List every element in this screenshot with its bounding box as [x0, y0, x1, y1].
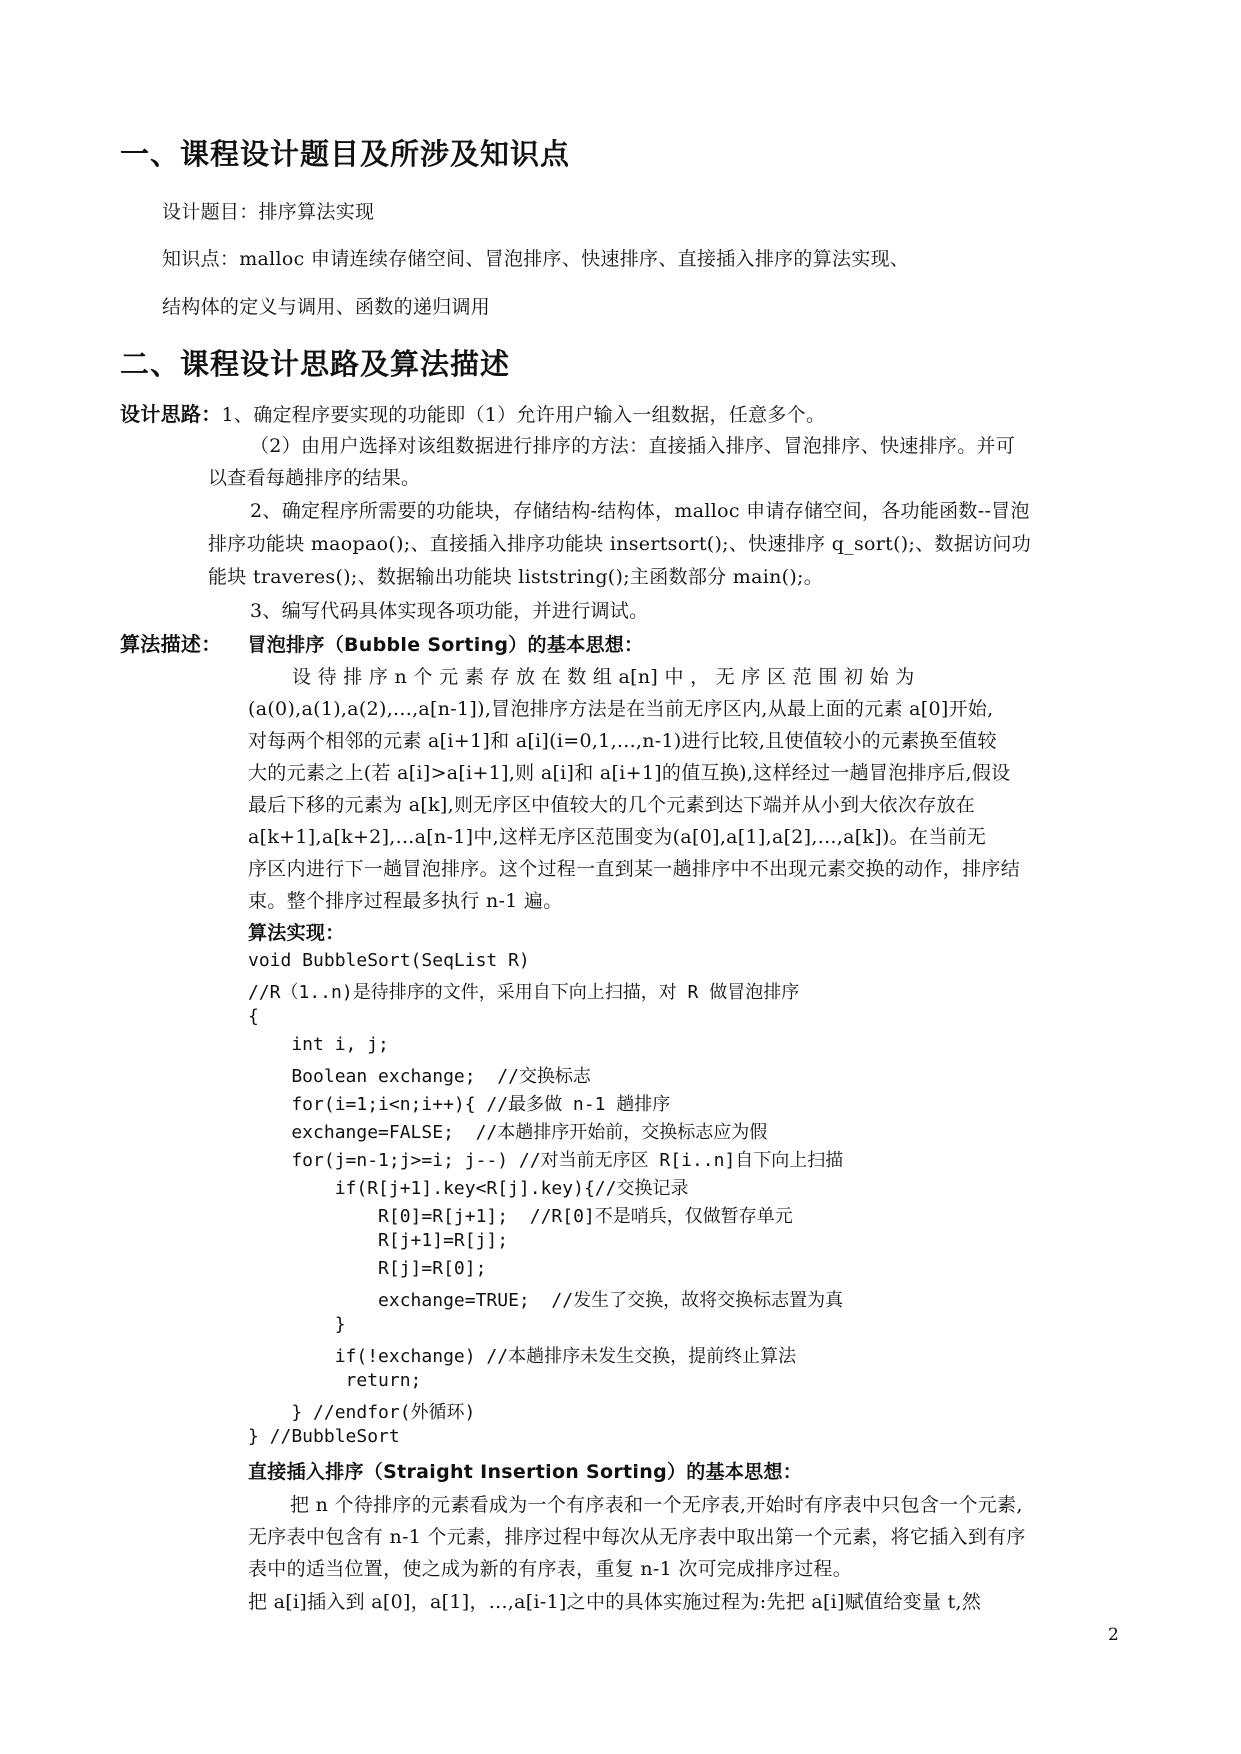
design-line-3: 以查看每趟排序的结果。: [208, 467, 421, 489]
bubble-paragraph-line-3: 对每两个相邻的元素 a[i+1]和 a[i](i=0,1,...,n-1)进行比较,且使值较小的元素换至值较: [248, 730, 997, 752]
bubble-paragraph-line-2: (a(0),a(1),a(2),...,a[n-1]),冒泡排序方法是在当前无序区内,从最上面的元素 a[0]开始,: [248, 698, 994, 720]
code-line: R[j]=R[0];: [248, 1258, 487, 1279]
code-line: for(j=n-1;j>=i; j--) //对当前无序区 R[i..n]自下向上扫描: [248, 1150, 844, 1171]
design-line-5: 排序功能块 maopao();、直接插入排序功能块 insertsort();、快速排序 q_sort();、数据访问功: [208, 533, 1032, 555]
design-line-2: （2）由用户选择对该组数据进行排序的方法：直接插入排序、冒泡排序、快速排序。并可: [250, 435, 1016, 457]
code-line: int i, j;: [248, 1034, 389, 1055]
bubble-paragraph-line-6: a[k+1],a[k+2],...a[n-1]中,这样无序区范围变为(a[0],a[1],a[2],...,a[k])。在当前无: [248, 826, 987, 848]
bubble-sort-heading: 冒泡排序（Bubble Sorting）的基本思想：: [247, 634, 644, 656]
bubble-paragraph-line-8: 束。整个排序过程最多执行 n-1 遍。: [248, 890, 563, 912]
code-line: for(i=1;i<n;i++){ //最多做 n-1 趟排序: [248, 1094, 671, 1115]
bubble-paragraph-line-5: 最后下移的元素为 a[k],则无序区中值较大的几个元素到达下端并从小到大依次存放在: [248, 794, 976, 816]
code-line: }: [248, 1314, 346, 1335]
insertion-paragraph-line-2: 无序表中包含有 n-1 个元素，排序过程中每次从无序表中取出第一个元素，将它插入到有序: [248, 1526, 1026, 1548]
knowledge-points-line-2: 结构体的定义与调用、函数的递归调用: [162, 296, 491, 318]
section-2-heading: 二、课程设计思路及算法描述: [120, 347, 511, 381]
code-line: if(R[j+1].key<R[j].key){//交换记录: [248, 1178, 689, 1199]
design-line-4: 2、确定程序所需要的功能块，存储结构-结构体，malloc 申请存储空间，各功能函数--冒泡: [250, 500, 1030, 522]
code-line: return;: [248, 1370, 422, 1391]
algorithm-description-first-line: [120, 628, 643, 657]
code-line: } //BubbleSort: [248, 1426, 400, 1447]
code-line: Boolean exchange; //交换标志: [248, 1066, 591, 1087]
design-approach-label: 设计思路：: [120, 402, 222, 426]
insertion-paragraph-line-4: 把 a[i]插入到 a[0]，a[1]，...,a[i-1]之中的具体实施过程为:先把 a[i]赋值给变量 t,然: [248, 1591, 982, 1613]
bubble-paragraph-line-7: 序区内进行下一趟冒泡排序。这个过程一直到某一趟排序中不出现元素交换的动作，排序结: [248, 858, 1021, 880]
design-line-7: 3、编写代码具体实现各项功能，并进行调试。: [250, 600, 649, 622]
bubble-paragraph-line-1: 设 待 排 序 n 个 元 素 存 放 在 数 组 a[n] 中 ， 无 序 区 范 围 初 始 为: [292, 666, 915, 688]
code-line: {: [248, 1006, 259, 1027]
code-line: void BubbleSort(SeqList R): [248, 950, 530, 971]
code-line: R[0]=R[j+1]; //R[0]不是哨兵，仅做暂存单元: [248, 1206, 793, 1227]
insertion-paragraph-line-3: 表中的适当位置，使之成为新的有序表，重复 n-1 次可完成排序过程。: [248, 1558, 853, 1580]
algorithm-description-label: 算法描述：: [120, 632, 222, 656]
bubble-paragraph-line-4: 大的元素之上(若 a[i]>a[i+1],则 a[i]和 a[i+1]的值互换),这样经过一趟冒泡排序后,假设: [248, 762, 1011, 784]
code-line: exchange=TRUE; //发生了交换，故将交换标志置为真: [248, 1290, 844, 1311]
code-line: exchange=FALSE; //本趟排序开始前，交换标志应为假: [248, 1122, 768, 1143]
insertion-paragraph-line-1: 把 n 个待排序的元素看成为一个有序表和一个无序表,开始时有序表中只包含一个元素,: [290, 1494, 1023, 1516]
code-line: R[j+1]=R[j];: [248, 1230, 509, 1251]
page-number: 2: [1108, 1625, 1119, 1645]
section-1-heading: 一、课程设计题目及所涉及知识点: [120, 137, 571, 171]
design-line-6: 能块 traveres();、数据输出功能块 liststring();主函数部分 main();。: [208, 566, 824, 588]
code-line: if(!exchange) //本趟排序未发生交换，提前终止算法: [248, 1346, 797, 1367]
code-line: //R（1..n)是待排序的文件，采用自下向上扫描，对 R 做冒泡排序: [248, 982, 800, 1003]
insertion-sort-heading: 直接插入排序（Straight Insertion Sorting）的基本思想：: [248, 1461, 803, 1483]
knowledge-points-line-1: 知识点：malloc 申请连续存储空间、冒泡排序、快速排序、直接插入排序的算法实现、: [162, 248, 910, 270]
design-line-1: 1、确定程序要实现的功能即（1）允许用户输入一组数据，任意多个。: [221, 404, 826, 426]
design-topic: 设计题目：排序算法实现: [162, 201, 375, 223]
algorithm-implementation-label: 算法实现：: [248, 922, 345, 944]
code-line: } //endfor(外循环): [248, 1402, 476, 1423]
design-approach-first-line: [120, 398, 825, 427]
